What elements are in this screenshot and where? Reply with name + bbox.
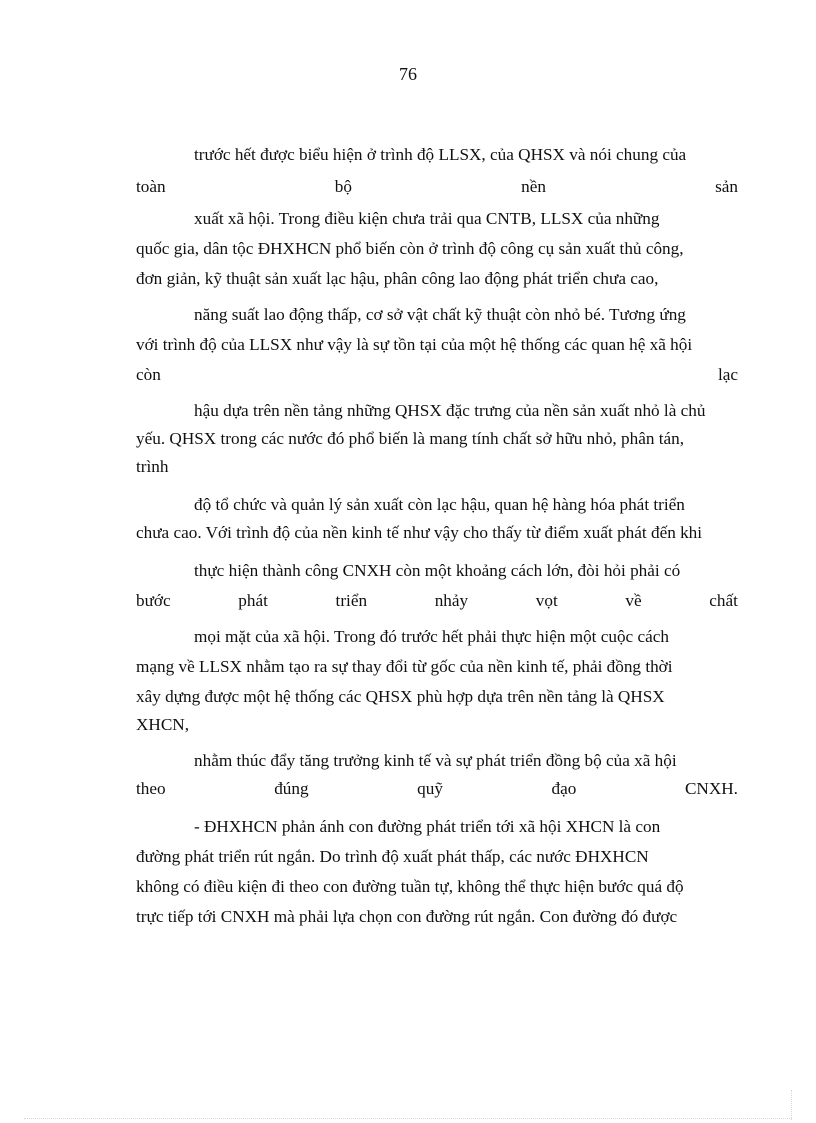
text-line: nhằm thúc đẩy tăng trưởng kinh tế và sự phát triển đồng bộ của xã hội	[194, 751, 677, 770]
text-line: không có điều kiện đi theo con đường tuần tự, không thể thực hiện bước quá độ	[136, 877, 684, 896]
text-line: hậu dựa trên nền tảng những QHSX đặc trưng của nền sản xuất nhỏ là chủ	[194, 401, 706, 420]
word: về	[625, 591, 642, 610]
page-right-divider	[791, 1090, 792, 1120]
text-line: thực hiện thành công CNXH còn một khoảng cách lớn, đòi hỏi phải có	[194, 561, 681, 580]
text-line: - ĐHXHCN phản ánh con đường phát triển tới xã hội XHCN là con	[194, 817, 661, 836]
word: đúng	[274, 779, 309, 798]
text-line: XHCN,	[136, 715, 189, 734]
text-line: mọi mặt của xã hội. Trong đó trước hết phải thực hiện một cuộc cách	[194, 627, 669, 646]
justified-text-line	[136, 364, 738, 386]
text-line: trình	[136, 457, 169, 476]
page-bottom-divider	[24, 1118, 792, 1119]
text-line: với trình độ của LLSX như vậy là sự tồn tại của một hệ thống các quan hệ xã hội	[136, 335, 693, 354]
word: đạo	[551, 779, 577, 798]
text-line: năng suất lao động thấp, cơ sở vật chất kỹ thuật còn nhỏ bé. Tương ứng	[194, 305, 686, 324]
justified-text-line	[136, 778, 738, 800]
word: chất	[709, 591, 738, 610]
word: sản	[715, 177, 738, 196]
text-line: yếu. QHSX trong các nước đó phổ biến là mang tính chất sở hữu nhỏ, phân tán,	[136, 429, 685, 448]
text-line: mạng về LLSX nhằm tạo ra sự thay đổi từ gốc của nền kinh tế, phải đồng thời	[136, 657, 673, 676]
word: theo	[136, 779, 166, 798]
justified-text-line	[136, 590, 738, 612]
text-line: độ tổ chức và quản lý sản xuất còn lạc hậu, quan hệ hàng hóa phát triển	[194, 495, 685, 514]
word: bộ	[334, 177, 352, 196]
justified-text-line	[136, 176, 738, 198]
text-line: trước hết được biểu hiện ở trình độ LLSX, của QHSX và nói chung của	[194, 145, 687, 164]
text-line: xuất xã hội. Trong điều kiện chưa trải qua CNTB, LLSX của những	[194, 209, 660, 228]
word: nền	[521, 177, 546, 196]
word: nhảy	[434, 591, 469, 610]
word: lạc	[717, 365, 738, 384]
page-number: 76	[399, 64, 417, 84]
word: triển	[335, 591, 368, 610]
word: quỹ	[417, 779, 443, 798]
text-line: trực tiếp tới CNXH mà phải lựa chọn con đường rút ngắn. Con đường đó được	[136, 907, 678, 926]
text-line: quốc gia, dân tộc ĐHXHCN phổ biến còn ở trình độ công cụ sản xuất thủ công,	[136, 239, 684, 258]
word: còn	[136, 365, 161, 384]
word: CNXH.	[684, 779, 738, 798]
word: toàn	[136, 177, 166, 196]
word: vọt	[535, 591, 558, 610]
text-line: đơn giản, kỹ thuật sản xuất lạc hậu, phân công lao động phát triển chưa cao,	[136, 269, 659, 288]
text-line: đường phát triển rút ngắn. Do trình độ xuất phát thấp, các nước ĐHXHCN	[136, 847, 649, 866]
word: bước	[136, 591, 171, 610]
text-line: chưa cao. Với trình độ của nền kinh tế như vậy cho thấy từ điểm xuất phát đến khi	[136, 523, 703, 542]
text-line: xây dựng được một hệ thống các QHSX phù hợp dựa trên nền tảng là QHSX	[136, 687, 665, 706]
word: phát	[238, 591, 268, 610]
